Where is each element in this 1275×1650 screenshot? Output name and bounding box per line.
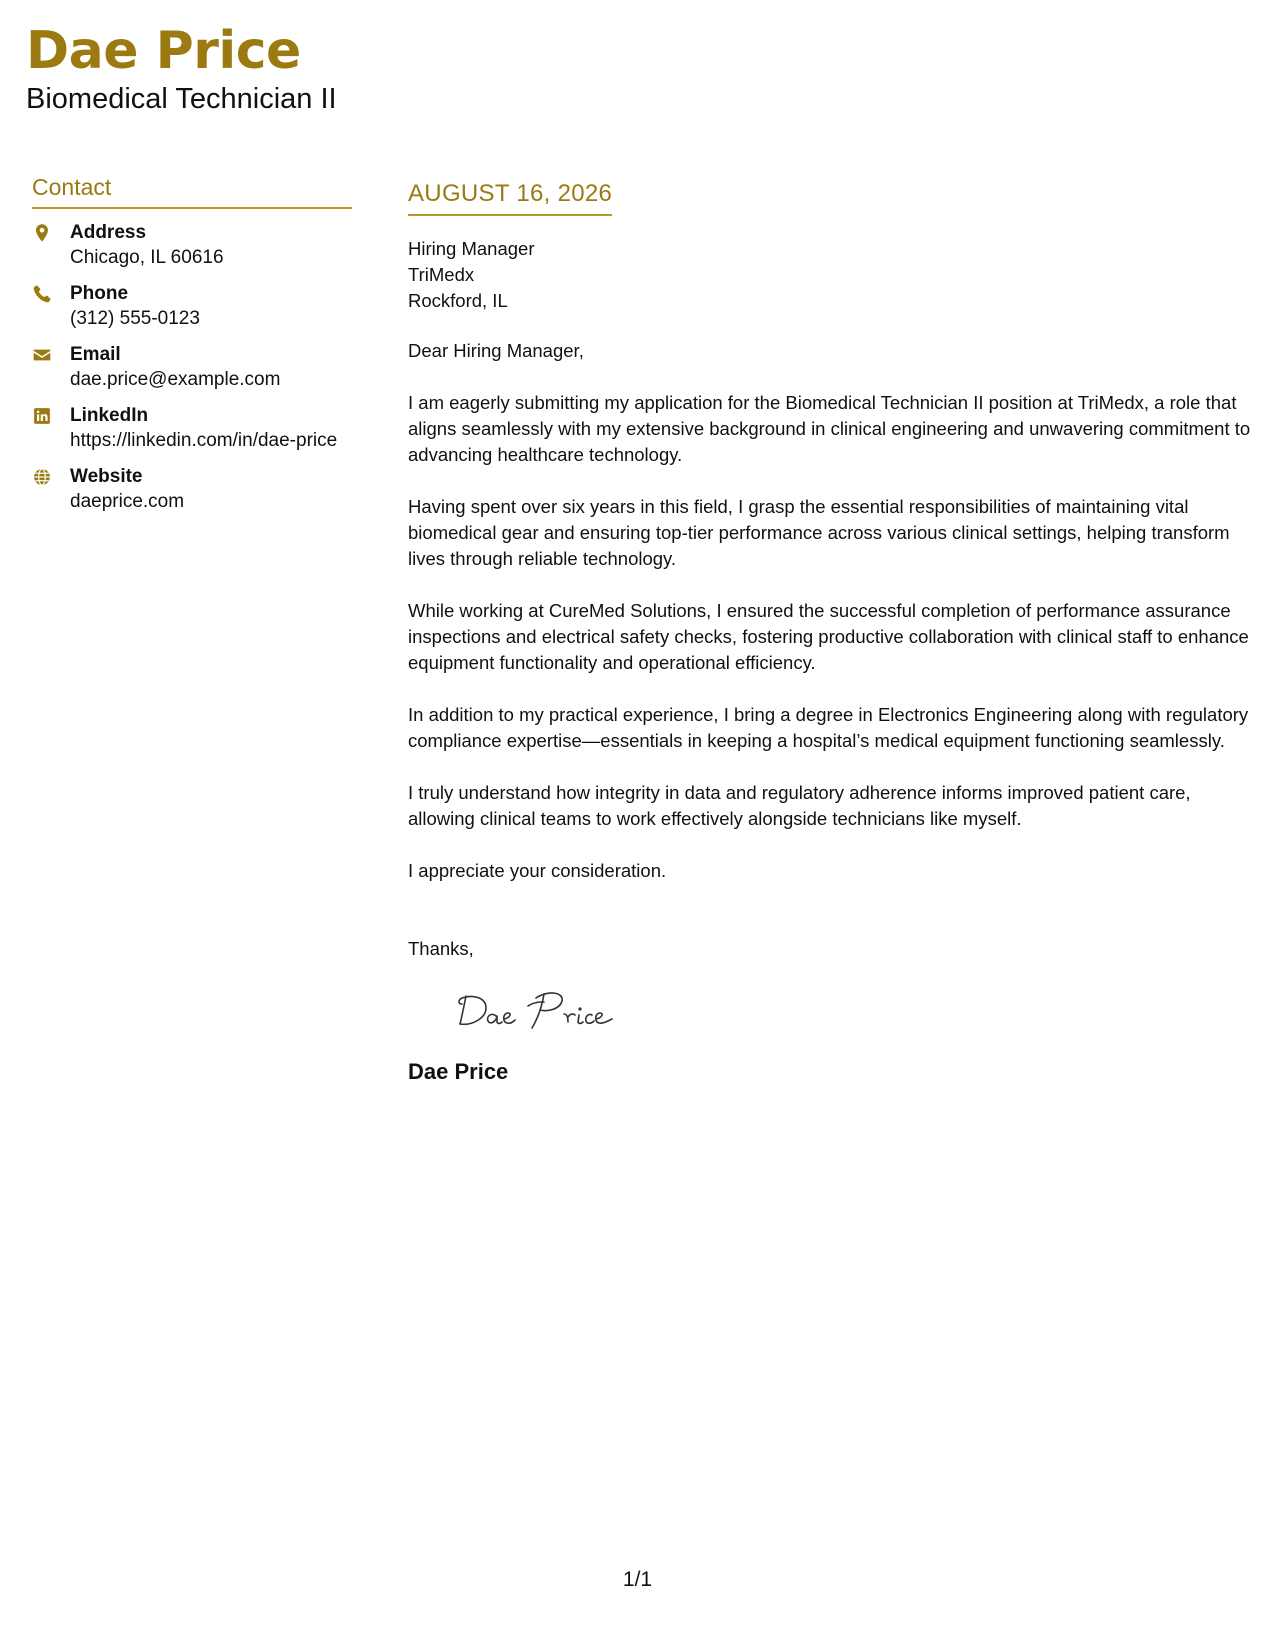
letter-body	[408, 180, 1253, 1085]
letter-header	[26, 21, 337, 116]
recipient-line: Rockford, IL	[408, 290, 508, 311]
body-paragraph: Having spent over six years in this field, I grasp the essential responsibilities of maintaining vital biomedical gear and ensuring top-tier performance across various clinical settings, helping transform lives through reliable technology.	[408, 496, 1230, 569]
contact-label: Email	[70, 344, 121, 365]
contact-item-address	[32, 221, 352, 271]
job-title: Biomedical Technician II	[26, 82, 337, 115]
contact-heading: Contact	[32, 174, 352, 209]
recipient-line: TriMedx	[408, 264, 475, 285]
contact-label: Address	[70, 222, 147, 243]
body-paragraph: While working at CureMed Solutions, I ensured the successful completion of performance assurance inspections and electrical safety checks, fostering productive collaboration with clinical staff to enhance equipment functionality and operational efficiency.	[408, 600, 1249, 673]
signature-image	[452, 984, 632, 1034]
body-paragraph: In addition to my practical experience, I bring a degree in Electronics Engineering along with regulatory compliance expertise—essentials in keeping a hospital’s medical equipment functioning seamlessly.	[408, 704, 1249, 751]
salutation: Dear Hiring Manager,	[408, 340, 584, 361]
contact-item-email	[32, 343, 352, 393]
body-paragraph: I am eagerly submitting my application for the Biomedical Technician II position at TriMedx, a role that aligns seamlessly with my extensive background in clinical engineering and unwavering commitment to advancing healthcare technology.	[408, 392, 1251, 465]
recipient-block	[408, 236, 1253, 314]
address-value: Chicago, IL 60616	[70, 247, 224, 268]
contact-label: Phone	[70, 283, 129, 304]
phone-value: (312) 555-0123	[70, 308, 200, 329]
recipient-line: Hiring Manager	[408, 238, 535, 259]
contact-sidebar	[32, 174, 352, 526]
contact-label: LinkedIn	[70, 405, 149, 426]
phone-icon	[32, 284, 54, 306]
globe-icon	[32, 467, 54, 489]
page-number: 1/1	[622, 1568, 653, 1591]
envelope-icon	[32, 345, 54, 367]
linkedin-value[interactable]: https://linkedin.com/in/dae-price	[70, 430, 338, 451]
map-pin-icon	[32, 223, 54, 245]
date-block	[408, 180, 612, 216]
website-value[interactable]: daeprice.com	[70, 491, 185, 512]
contact-item-linkedin	[32, 404, 352, 454]
contact-item-website	[32, 465, 352, 515]
body-paragraph: I truly understand how integrity in data and regulatory adherence informs improved patient care, allowing clinical teams to work effectively alongside technicians like myself.	[408, 782, 1191, 829]
contact-item-phone	[32, 282, 352, 332]
letter-date: AUGUST 16, 2026	[408, 180, 613, 207]
signer-name: Dae Price	[408, 1059, 509, 1084]
applicant-name: Dae Price	[26, 21, 301, 81]
closing: Thanks,	[408, 938, 474, 959]
body-paragraph: I appreciate your consideration.	[408, 860, 667, 881]
contact-list	[32, 221, 352, 515]
linkedin-icon	[32, 406, 54, 428]
contact-label: Website	[70, 466, 143, 487]
email-value[interactable]: dae.price@example.com	[70, 369, 281, 390]
